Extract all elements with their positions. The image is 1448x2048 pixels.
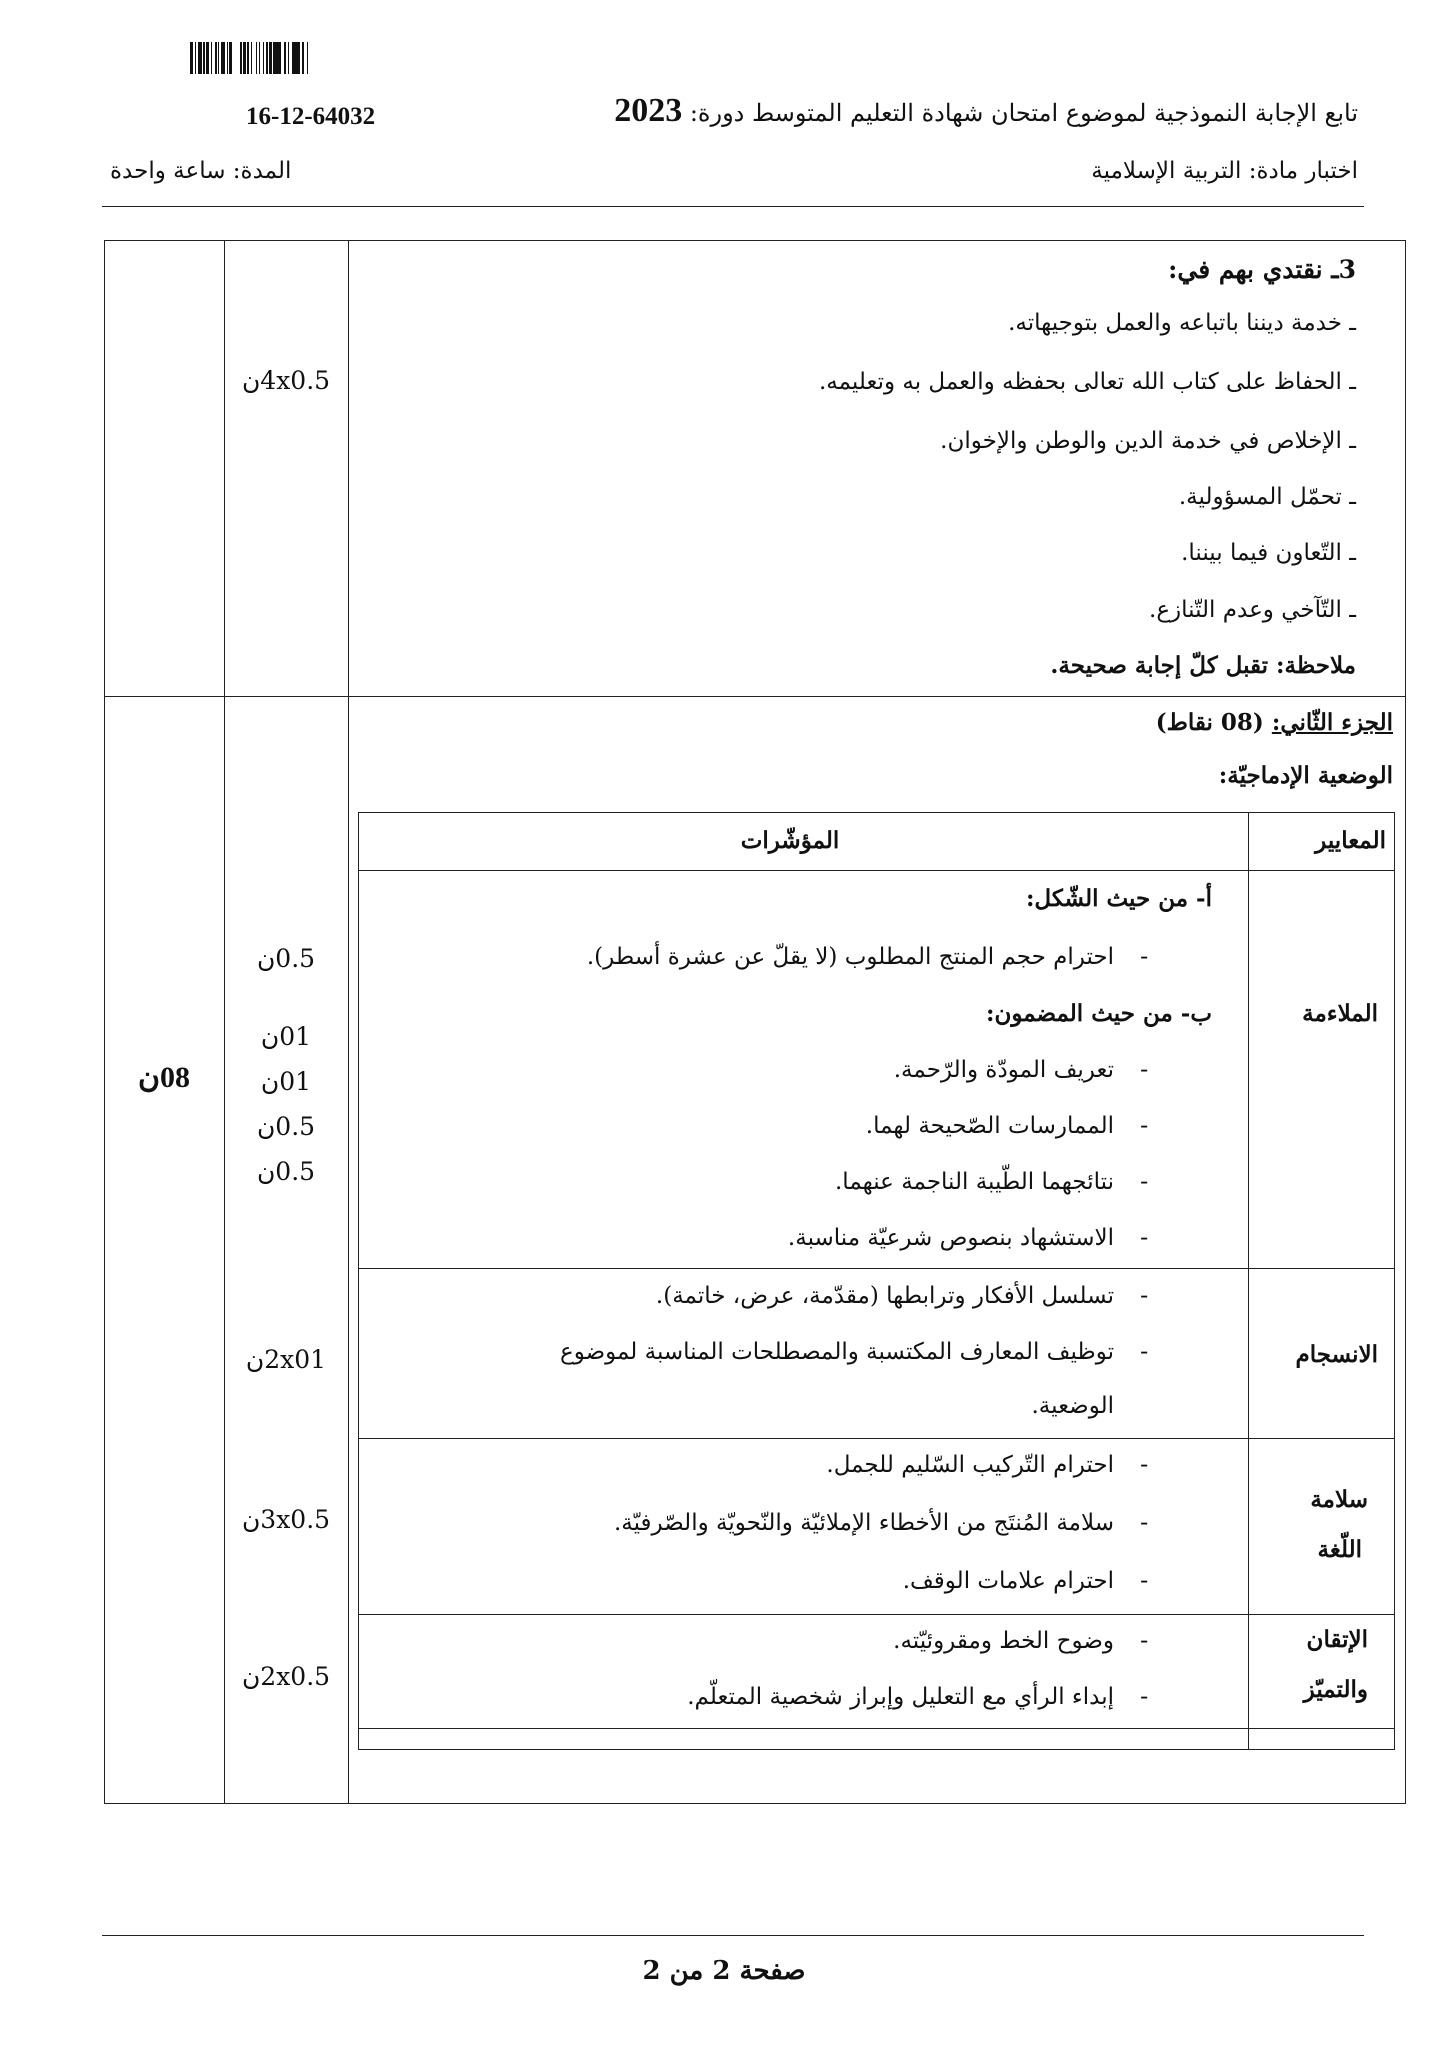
bullet-dash: -: [1140, 1568, 1149, 1594]
part2-points: (08 نقاط): [1155, 709, 1264, 736]
form-heading: أ- من حيث الشّكل:: [1025, 885, 1212, 912]
bullet-dash: -: [1140, 1510, 1149, 1536]
bullet-dash: -: [1140, 944, 1149, 970]
indicator-item-continued: الوضعية.: [1031, 1393, 1114, 1419]
indicator-item: احترام حجم المنتج المطلوب (لا يقلّ عن عشرة أسطر).: [586, 944, 1114, 970]
mark: 01ن: [260, 1067, 312, 1096]
section3-heading: 3ـ نقتدي بهم في:: [1168, 255, 1356, 284]
row-divider-3: [358, 1614, 1395, 1615]
barcode: [190, 42, 452, 74]
criterion-language-line2: اللّغة: [1317, 1536, 1362, 1563]
indicator-item: سلامة المُنتَج من الأخطاء الإملائيّة والنّحويّة والصّرفيّة.: [613, 1510, 1114, 1536]
duration-label: المدة: ساعة واحدة: [110, 158, 292, 184]
criterion-relevance: الملاءمة: [1302, 1000, 1378, 1027]
row-divider-2: [358, 1438, 1395, 1439]
mark: 0.5ن: [256, 944, 316, 973]
section3-item: ـ التّآخي وعدم التّنازع.: [1149, 597, 1356, 623]
col-divider-2: [348, 240, 349, 1804]
content-heading: ب- من حيث المضمون:: [986, 1000, 1212, 1027]
section3-item: ـ تحمّل المسؤولية.: [1178, 484, 1356, 510]
row-divider-1: [358, 1268, 1395, 1269]
bullet-dash: -: [1140, 1452, 1149, 1478]
col-divider-1: [224, 240, 225, 1804]
bullet-dash: -: [1140, 1113, 1149, 1139]
section3-note: ملاحظة: تقبل كلّ إجابة صحيحة.: [1050, 652, 1356, 679]
exam-year: 2023: [614, 92, 683, 129]
criterion-coherence: الانسجام: [1295, 1341, 1378, 1368]
indicator-item: توظيف المعارف المكتسبة والمصطلحات المناسبة لموضوع: [559, 1339, 1114, 1365]
row-divider-4: [358, 1728, 1395, 1729]
bullet-dash: -: [1140, 1628, 1149, 1654]
bullet-dash: -: [1140, 1057, 1149, 1083]
indicator-item: نتائجهما الطّيبة الناجمة عنهما.: [835, 1169, 1114, 1195]
indicator-item: تعريف المودّة والرّحمة.: [893, 1057, 1114, 1083]
mark: 2x0.5ن: [241, 1662, 331, 1691]
title-text: تابع الإجابة النموذجية لموضوع امتحان شهادة التعليم المتوسط دورة:: [689, 99, 1358, 127]
indicator-item: وضوح الخط ومقروئيّته.: [893, 1628, 1114, 1654]
page-title: [604, 92, 1358, 130]
section3-item: ـ الحفاظ على كتاب الله تعالى بحفظه والعمل به وتعليمه.: [818, 369, 1356, 395]
bullet-dash: -: [1140, 1339, 1149, 1365]
indicator-item: الاستشهاد بنصوص شرعيّة مناسبة.: [787, 1225, 1114, 1251]
header-row-divider: [358, 870, 1395, 871]
indicator-item: الممارسات الصّحيحة لهما.: [865, 1113, 1114, 1139]
section3-item: ـ خدمة ديننا باتباعه والعمل بتوجيهاته.: [1008, 310, 1356, 336]
part2-heading: [1156, 709, 1393, 736]
document-code: 16-12-64032: [246, 103, 376, 130]
part2-heading-label: الجزء الثّاني:: [1271, 709, 1393, 736]
bullet-dash: -: [1140, 1283, 1149, 1309]
indicator-item: تسلسل الأفكار وترابطها (مقدّمة، عرض، خاتمة).: [655, 1283, 1114, 1309]
criterion-language-line1: سلامة: [1310, 1486, 1368, 1513]
mark: 0.5ن: [256, 1112, 316, 1141]
part2-total-mark: 08ن: [137, 1061, 191, 1094]
indicator-item: إبداء الرأي مع التعليل وإبراز شخصية المتعلّم.: [687, 1684, 1114, 1710]
section3-mark: 4x0.5ن: [241, 366, 331, 395]
bullet-dash: -: [1140, 1169, 1149, 1195]
footer-divider: [102, 1935, 1364, 1936]
criterion-mastery-line1: الإتقان: [1306, 1626, 1368, 1653]
criteria-header: المعايير: [1315, 827, 1386, 854]
section3-item: ـ التّعاون فيما بيننا.: [1181, 540, 1356, 566]
bullet-dash: -: [1140, 1225, 1149, 1251]
page-number: صفحة 2 من 2: [642, 1956, 806, 1986]
row-divider: [104, 696, 1406, 697]
bullet-dash: -: [1140, 1684, 1149, 1710]
header-divider: [102, 206, 1364, 207]
mark: 2x01ن: [245, 1345, 327, 1374]
mark: 3x0.5ن: [241, 1505, 331, 1534]
section3-item: ـ الإخلاص في خدمة الدين والوطن والإخوان.: [940, 428, 1356, 454]
part2-subheading: الوضعية الإدماجيّة:: [1218, 762, 1393, 789]
indicator-item: احترام علامات الوقف.: [902, 1568, 1114, 1594]
mark: 0.5ن: [256, 1157, 316, 1186]
subject-label: اختبار مادة: التربية الإسلامية: [1091, 158, 1358, 184]
mark: 01ن: [260, 1022, 312, 1051]
indicator-item: احترام التّركيب السّليم للجمل.: [826, 1452, 1114, 1478]
criterion-mastery-line2: والتميّز: [1303, 1676, 1368, 1703]
criteria-col-divider: [1248, 812, 1249, 1750]
indicators-header: المؤشّرات: [740, 827, 840, 854]
